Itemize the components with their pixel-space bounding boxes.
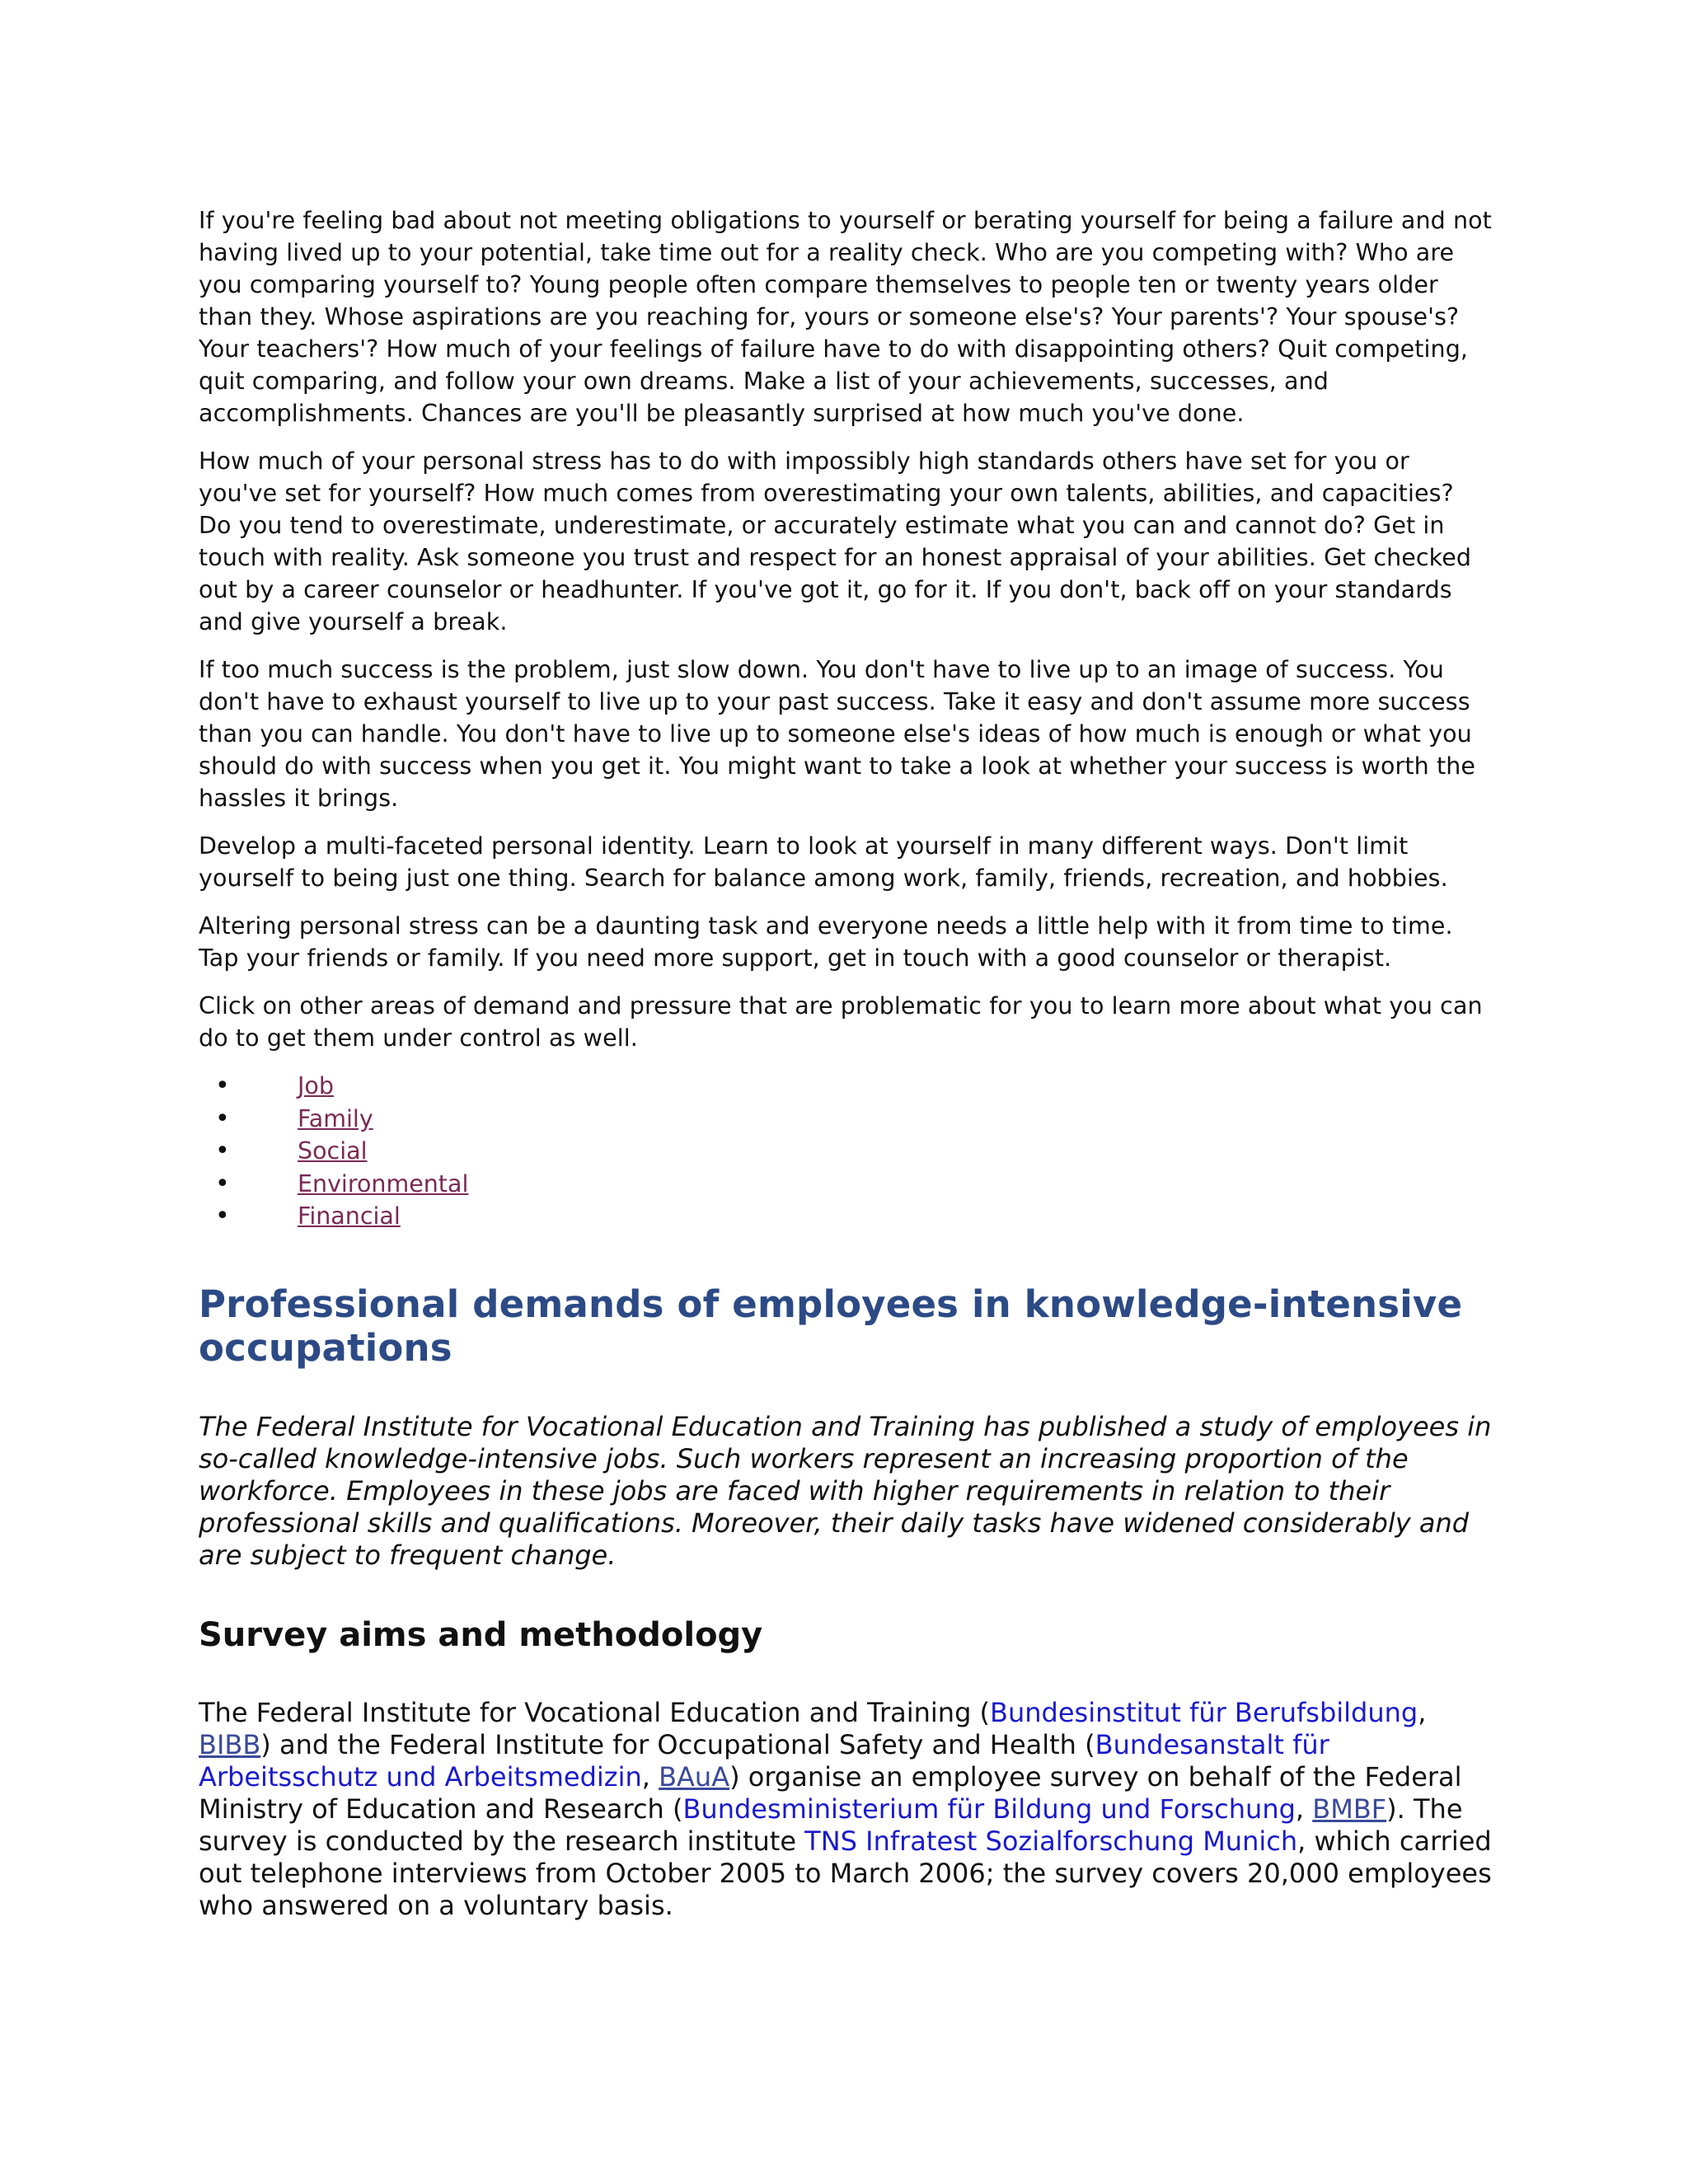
- paragraph-success: If too much success is the problem, just slow down. You don't have to live up to an image of success. You don't have to exhaust yourself to live up to your past success. Take it easy and don't assume more success than you can handle. You don't have to live up to someone else's ideas of how much is enough or what you should do with success when you get it. You might want to take a look at whether your success is worth the hassles it brings.: [199, 656, 1476, 812]
- list-item: [199, 1135, 1493, 1168]
- link-bmbf[interactable]: BMBF: [1312, 1793, 1387, 1825]
- list-item: [199, 1168, 1493, 1201]
- bullet-icon: •: [215, 1071, 230, 1100]
- link-environmental[interactable]: Environmental: [298, 1169, 469, 1197]
- section-title: Professional demands of employees in knowledge-intensive occupations: [199, 1282, 1463, 1370]
- survey-text: ). The survey is conducted by the research institute: [199, 1793, 1463, 1857]
- paragraph-identity: Develop a multi-faceted personal identity. Learn to look at yourself in many different ways. Don't limit yourself to being just one thing. Search for balance among work, family, friends, recreation, and hobbies.: [199, 832, 1448, 892]
- org-name-baua: Bundesanstalt für Arbeitsschutz und Arbeitsmedizin: [199, 1728, 1329, 1793]
- org-name-tns: TNS Infratest Sozialforschung Munich: [804, 1825, 1298, 1857]
- paragraph-help: Altering personal stress can be a daunting task and everyone needs a little help with it from time to time. Tap your friends or family. If you need more support, get in touch with a good counselor or therapist.: [199, 912, 1453, 972]
- paragraph-failure: If you're feeling bad about not meeting obligations to yourself or berating yourself for being a failure and not having lived up to your potential, take time out for a reality check. Who are you competing with? Who are you comparing yourself to? Young people often compare themselves to people ten or twenty years older than they. Whose aspirations are you reaching for, yours or someone else's? Your parents'? Your spouse's? Your teachers'? How much of your feelings of failure have to do with disappointing others? Quit competing, quit comparing, and follow your own dreams. Make a list of your achievements, successes, and accomplishments. Chances are you'll be pleasantly surprised at how much you've done.: [199, 207, 1492, 427]
- bullet-icon: •: [215, 1169, 230, 1198]
- survey-text: ) and the Federal Institute for Occupational Safety and Health (: [260, 1728, 1095, 1760]
- bullet-icon: •: [215, 1202, 230, 1230]
- list-item: [199, 1103, 1493, 1136]
- subheading-survey: Survey aims and methodology: [199, 1615, 763, 1654]
- org-name-bibb: Bundesinstitut für Berufsbildung: [990, 1696, 1418, 1728]
- survey-text: ,: [1295, 1793, 1313, 1825]
- list-item: [199, 1070, 1493, 1103]
- survey-text: ,: [641, 1760, 659, 1793]
- bullet-icon: •: [215, 1137, 230, 1165]
- section-intro: The Federal Institute for Vocational Education and Training has published a study of employees in so-called knowledge-intensive jobs. Such workers represent an increasing proportion of the workforce. Employees in these jobs are faced with higher requirements in relation to their professional skills and qualifications. Moreover, their daily tasks have widened considerably and are subject to frequent change.: [199, 1410, 1492, 1571]
- link-baua[interactable]: BAuA: [659, 1760, 730, 1793]
- link-job[interactable]: Job: [298, 1072, 334, 1099]
- paragraph-click-other: Click on other areas of demand and pressure that are problematic for you to learn more about what you can do to get them under control as well.: [199, 992, 1483, 1052]
- survey-text: ,: [1418, 1696, 1427, 1728]
- link-social[interactable]: Social: [298, 1137, 368, 1165]
- survey-text: , which carried out telephone interviews from October 2005 to March 2006; the survey covers 20,000 employees who answered on a voluntary basis.: [199, 1825, 1492, 1921]
- survey-text: ) organise an employee survey on behalf of the Federal Ministry of Education and Research (: [199, 1760, 1462, 1825]
- survey-paragraph: [199, 1697, 1493, 1922]
- org-name-bmbf: Bundesministerium für Bildung und Forschung: [682, 1793, 1296, 1825]
- link-bibb[interactable]: BIBB: [199, 1728, 261, 1760]
- link-financial[interactable]: Financial: [298, 1202, 401, 1230]
- link-family[interactable]: Family: [298, 1104, 373, 1132]
- list-item: [199, 1200, 1493, 1233]
- paragraph-standards: How much of your personal stress has to do with impossibly high standards others have set for you or you've set for yourself? How much comes from overestimating your own talents, abilities, and capacities? Do you tend to overestimate, underestimate, or accurately estimate what you can and cannot do? Get in touch with reality. Ask someone you trust and respect for an honest appraisal of your abilities. Get checked out by a career counselor or headhunter. If you've got it, go for it. If you don't, back off on your standards and give yourself a break.: [199, 448, 1472, 635]
- demand-area-links: [199, 1070, 1493, 1233]
- survey-text: The Federal Institute for Vocational Education and Training (: [199, 1696, 991, 1728]
- bullet-icon: •: [215, 1104, 230, 1133]
- document-page: [199, 204, 1493, 1922]
